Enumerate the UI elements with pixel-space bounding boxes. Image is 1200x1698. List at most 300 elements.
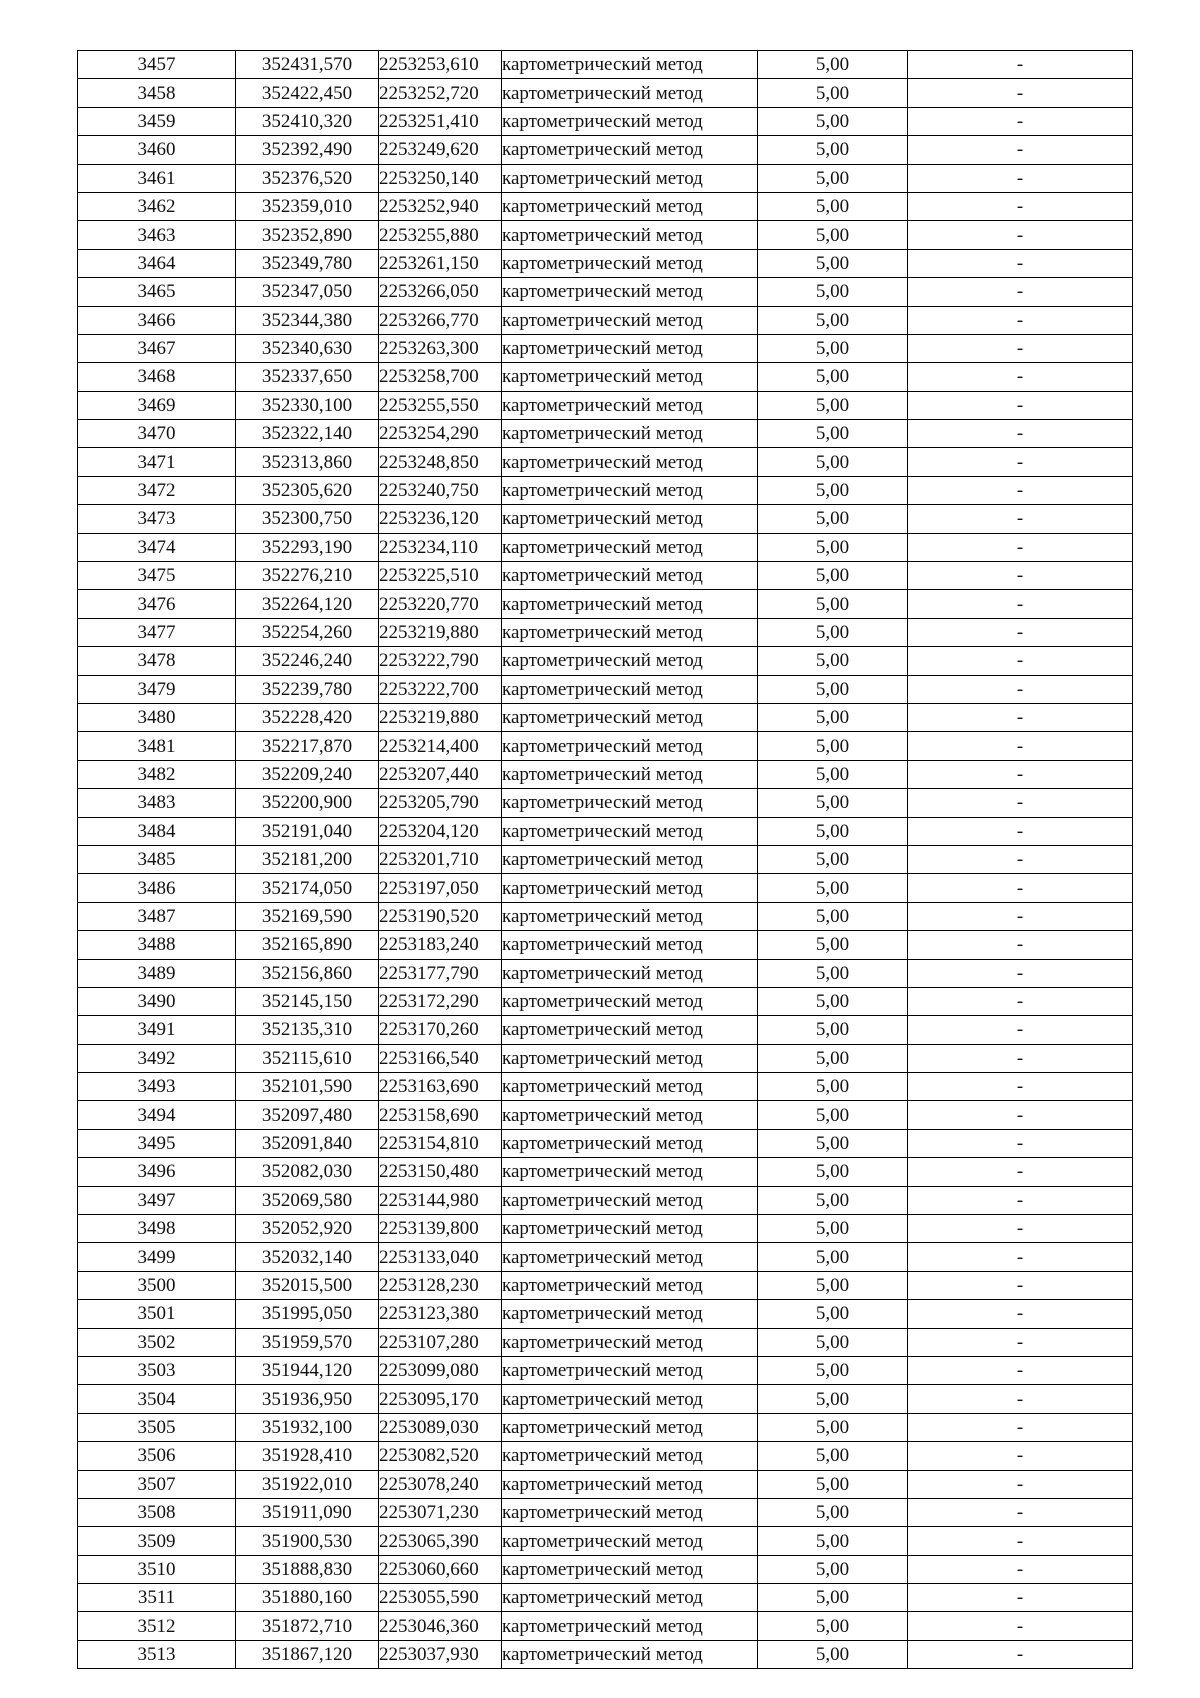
point-number-cell: 3483 <box>78 789 236 817</box>
y-coordinate-cell: 2253166,540 <box>379 1044 502 1072</box>
point-number-cell: 3508 <box>78 1498 236 1526</box>
description-cell: - <box>908 590 1133 618</box>
y-coordinate-cell: 2253150,480 <box>379 1158 502 1186</box>
description-cell: - <box>908 562 1133 590</box>
table-row <box>78 136 1133 164</box>
method-cell: картометрический метод <box>502 647 758 675</box>
table-row <box>78 249 1133 277</box>
precision-cell: 5,00 <box>758 192 908 220</box>
method-cell: картометрический метод <box>502 1243 758 1271</box>
point-number-cell: 3460 <box>78 136 236 164</box>
description-cell: - <box>908 789 1133 817</box>
y-coordinate-cell: 2253190,520 <box>379 902 502 930</box>
description-cell: - <box>908 703 1133 731</box>
precision-cell: 5,00 <box>758 1612 908 1640</box>
method-cell: картометрический метод <box>502 1328 758 1356</box>
y-coordinate-cell: 2253255,550 <box>379 391 502 419</box>
precision-cell: 5,00 <box>758 1442 908 1470</box>
y-coordinate-cell: 2253214,400 <box>379 732 502 760</box>
x-coordinate-cell: 352069,580 <box>236 1186 379 1214</box>
method-cell: картометрический метод <box>502 590 758 618</box>
x-coordinate-cell: 352239,780 <box>236 675 379 703</box>
precision-cell: 5,00 <box>758 732 908 760</box>
point-number-cell: 3471 <box>78 448 236 476</box>
x-coordinate-cell: 352052,920 <box>236 1215 379 1243</box>
table-row <box>78 1243 1133 1271</box>
table-row <box>78 221 1133 249</box>
point-number-cell: 3473 <box>78 505 236 533</box>
x-coordinate-cell: 352431,570 <box>236 51 379 79</box>
y-coordinate-cell: 2253225,510 <box>379 562 502 590</box>
table-row <box>78 732 1133 760</box>
description-cell: - <box>908 136 1133 164</box>
table-row <box>78 959 1133 987</box>
point-number-cell: 3487 <box>78 902 236 930</box>
method-cell: картометрический метод <box>502 817 758 845</box>
description-cell: - <box>908 1016 1133 1044</box>
x-coordinate-cell: 352347,050 <box>236 278 379 306</box>
method-cell: картометрический метод <box>502 1101 758 1129</box>
x-coordinate-cell: 352032,140 <box>236 1243 379 1271</box>
x-coordinate-cell: 352135,310 <box>236 1016 379 1044</box>
y-coordinate-cell: 2253144,980 <box>379 1186 502 1214</box>
method-cell: картометрический метод <box>502 278 758 306</box>
description-cell: - <box>908 476 1133 504</box>
y-coordinate-cell: 2253107,280 <box>379 1328 502 1356</box>
precision-cell: 5,00 <box>758 1044 908 1072</box>
description-cell: - <box>908 1328 1133 1356</box>
method-cell: картометрический метод <box>502 505 758 533</box>
precision-cell: 5,00 <box>758 1385 908 1413</box>
x-coordinate-cell: 351932,100 <box>236 1413 379 1441</box>
table-row <box>78 1328 1133 1356</box>
method-cell: картометрический метод <box>502 1300 758 1328</box>
table-row <box>78 1584 1133 1612</box>
table-row <box>78 1612 1133 1640</box>
y-coordinate-cell: 2253128,230 <box>379 1271 502 1299</box>
precision-cell: 5,00 <box>758 959 908 987</box>
point-number-cell: 3475 <box>78 562 236 590</box>
table-row <box>78 789 1133 817</box>
x-coordinate-cell: 352156,860 <box>236 959 379 987</box>
precision-cell: 5,00 <box>758 874 908 902</box>
x-coordinate-cell: 352191,040 <box>236 817 379 845</box>
point-number-cell: 3465 <box>78 278 236 306</box>
description-cell: - <box>908 874 1133 902</box>
point-number-cell: 3479 <box>78 675 236 703</box>
description-cell: - <box>908 618 1133 646</box>
y-coordinate-cell: 2253220,770 <box>379 590 502 618</box>
description-cell: - <box>908 278 1133 306</box>
description-cell: - <box>908 51 1133 79</box>
method-cell: картометрический метод <box>502 1584 758 1612</box>
precision-cell: 5,00 <box>758 1356 908 1384</box>
precision-cell: 5,00 <box>758 420 908 448</box>
table-row <box>78 874 1133 902</box>
table-row <box>78 1442 1133 1470</box>
x-coordinate-cell: 352246,240 <box>236 647 379 675</box>
point-number-cell: 3501 <box>78 1300 236 1328</box>
method-cell: картометрический метод <box>502 675 758 703</box>
point-number-cell: 3457 <box>78 51 236 79</box>
point-number-cell: 3466 <box>78 306 236 334</box>
x-coordinate-cell: 352376,520 <box>236 164 379 192</box>
y-coordinate-cell: 2253099,080 <box>379 1356 502 1384</box>
table-row <box>78 420 1133 448</box>
x-coordinate-cell: 352352,890 <box>236 221 379 249</box>
method-cell: картометрический метод <box>502 363 758 391</box>
y-coordinate-cell: 2253219,880 <box>379 703 502 731</box>
precision-cell: 5,00 <box>758 1640 908 1668</box>
precision-cell: 5,00 <box>758 1016 908 1044</box>
method-cell: картометрический метод <box>502 760 758 788</box>
method-cell: картометрический метод <box>502 306 758 334</box>
table-row <box>78 79 1133 107</box>
table-row <box>78 1129 1133 1157</box>
precision-cell: 5,00 <box>758 1101 908 1129</box>
y-coordinate-cell: 2253183,240 <box>379 931 502 959</box>
description-cell: - <box>908 505 1133 533</box>
y-coordinate-cell: 2253222,790 <box>379 647 502 675</box>
point-number-cell: 3477 <box>78 618 236 646</box>
point-number-cell: 3494 <box>78 1101 236 1129</box>
precision-cell: 5,00 <box>758 647 908 675</box>
precision-cell: 5,00 <box>758 79 908 107</box>
method-cell: картометрический метод <box>502 1016 758 1044</box>
x-coordinate-cell: 352422,450 <box>236 79 379 107</box>
x-coordinate-cell: 352344,380 <box>236 306 379 334</box>
description-cell: - <box>908 987 1133 1015</box>
description-cell: - <box>908 1527 1133 1555</box>
y-coordinate-cell: 2253172,290 <box>379 987 502 1015</box>
y-coordinate-cell: 2253204,120 <box>379 817 502 845</box>
point-number-cell: 3502 <box>78 1328 236 1356</box>
description-cell: - <box>908 1640 1133 1668</box>
description-cell: - <box>908 391 1133 419</box>
x-coordinate-cell: 352264,120 <box>236 590 379 618</box>
table-row <box>78 562 1133 590</box>
point-number-cell: 3488 <box>78 931 236 959</box>
method-cell: картометрический метод <box>502 987 758 1015</box>
point-number-cell: 3505 <box>78 1413 236 1441</box>
table-row <box>78 1413 1133 1441</box>
description-cell: - <box>908 1442 1133 1470</box>
y-coordinate-cell: 2253158,690 <box>379 1101 502 1129</box>
point-number-cell: 3470 <box>78 420 236 448</box>
y-coordinate-cell: 2253133,040 <box>379 1243 502 1271</box>
y-coordinate-cell: 2253240,750 <box>379 476 502 504</box>
point-number-cell: 3503 <box>78 1356 236 1384</box>
precision-cell: 5,00 <box>758 249 908 277</box>
x-coordinate-cell: 352359,010 <box>236 192 379 220</box>
precision-cell: 5,00 <box>758 533 908 561</box>
point-number-cell: 3500 <box>78 1271 236 1299</box>
x-coordinate-cell: 352305,620 <box>236 476 379 504</box>
x-coordinate-cell: 352082,030 <box>236 1158 379 1186</box>
point-number-cell: 3509 <box>78 1527 236 1555</box>
description-cell: - <box>908 1356 1133 1384</box>
description-cell: - <box>908 221 1133 249</box>
x-coordinate-cell: 352322,140 <box>236 420 379 448</box>
precision-cell: 5,00 <box>758 1129 908 1157</box>
table-row <box>78 1016 1133 1044</box>
table-row <box>78 618 1133 646</box>
precision-cell: 5,00 <box>758 1328 908 1356</box>
x-coordinate-cell: 351867,120 <box>236 1640 379 1668</box>
description-cell: - <box>908 306 1133 334</box>
table-row <box>78 1101 1133 1129</box>
point-number-cell: 3482 <box>78 760 236 788</box>
method-cell: картометрический метод <box>502 164 758 192</box>
method-cell: картометрический метод <box>502 221 758 249</box>
description-cell: - <box>908 420 1133 448</box>
y-coordinate-cell: 2253060,660 <box>379 1555 502 1583</box>
method-cell: картометрический метод <box>502 79 758 107</box>
point-number-cell: 3458 <box>78 79 236 107</box>
coordinates-table <box>77 50 1133 1669</box>
description-cell: - <box>908 533 1133 561</box>
table-row <box>78 675 1133 703</box>
precision-cell: 5,00 <box>758 164 908 192</box>
y-coordinate-cell: 2253055,590 <box>379 1584 502 1612</box>
x-coordinate-cell: 351922,010 <box>236 1470 379 1498</box>
table-row <box>78 1044 1133 1072</box>
table-row <box>78 902 1133 930</box>
precision-cell: 5,00 <box>758 1300 908 1328</box>
description-cell: - <box>908 363 1133 391</box>
x-coordinate-cell: 351928,410 <box>236 1442 379 1470</box>
point-number-cell: 3495 <box>78 1129 236 1157</box>
x-coordinate-cell: 352200,900 <box>236 789 379 817</box>
y-coordinate-cell: 2253065,390 <box>379 1527 502 1555</box>
table-row <box>78 1158 1133 1186</box>
method-cell: картометрический метод <box>502 732 758 760</box>
y-coordinate-cell: 2253266,050 <box>379 278 502 306</box>
point-number-cell: 3511 <box>78 1584 236 1612</box>
x-coordinate-cell: 352313,860 <box>236 448 379 476</box>
table-row <box>78 533 1133 561</box>
y-coordinate-cell: 2253234,110 <box>379 533 502 561</box>
precision-cell: 5,00 <box>758 51 908 79</box>
precision-cell: 5,00 <box>758 448 908 476</box>
table-row <box>78 51 1133 79</box>
table-row <box>78 505 1133 533</box>
y-coordinate-cell: 2253205,790 <box>379 789 502 817</box>
table-row <box>78 1186 1133 1214</box>
x-coordinate-cell: 352165,890 <box>236 931 379 959</box>
precision-cell: 5,00 <box>758 1555 908 1583</box>
description-cell: - <box>908 1385 1133 1413</box>
point-number-cell: 3462 <box>78 192 236 220</box>
precision-cell: 5,00 <box>758 1073 908 1101</box>
description-cell: - <box>908 1271 1133 1299</box>
description-cell: - <box>908 1612 1133 1640</box>
point-number-cell: 3478 <box>78 647 236 675</box>
y-coordinate-cell: 2253078,240 <box>379 1470 502 1498</box>
description-cell: - <box>908 448 1133 476</box>
coordinates-table-body <box>78 51 1133 1669</box>
y-coordinate-cell: 2253258,700 <box>379 363 502 391</box>
x-coordinate-cell: 351995,050 <box>236 1300 379 1328</box>
table-row <box>78 1527 1133 1555</box>
description-cell: - <box>908 1584 1133 1612</box>
table-row <box>78 760 1133 788</box>
x-coordinate-cell: 352015,500 <box>236 1271 379 1299</box>
x-coordinate-cell: 351911,090 <box>236 1498 379 1526</box>
description-cell: - <box>908 164 1133 192</box>
description-cell: - <box>908 732 1133 760</box>
y-coordinate-cell: 2253252,720 <box>379 79 502 107</box>
table-row <box>78 278 1133 306</box>
description-cell: - <box>908 1101 1133 1129</box>
precision-cell: 5,00 <box>758 1527 908 1555</box>
method-cell: картометрический метод <box>502 1555 758 1583</box>
precision-cell: 5,00 <box>758 1215 908 1243</box>
x-coordinate-cell: 352410,320 <box>236 107 379 135</box>
description-cell: - <box>908 1498 1133 1526</box>
x-coordinate-cell: 352115,610 <box>236 1044 379 1072</box>
point-number-cell: 3481 <box>78 732 236 760</box>
description-cell: - <box>908 902 1133 930</box>
point-number-cell: 3497 <box>78 1186 236 1214</box>
x-coordinate-cell: 352293,190 <box>236 533 379 561</box>
method-cell: картометрический метод <box>502 448 758 476</box>
point-number-cell: 3499 <box>78 1243 236 1271</box>
x-coordinate-cell: 351900,530 <box>236 1527 379 1555</box>
method-cell: картометрический метод <box>502 1612 758 1640</box>
precision-cell: 5,00 <box>758 1271 908 1299</box>
table-row <box>78 391 1133 419</box>
x-coordinate-cell: 351888,830 <box>236 1555 379 1583</box>
point-number-cell: 3489 <box>78 959 236 987</box>
precision-cell: 5,00 <box>758 789 908 817</box>
point-number-cell: 3484 <box>78 817 236 845</box>
point-number-cell: 3490 <box>78 987 236 1015</box>
precision-cell: 5,00 <box>758 1158 908 1186</box>
method-cell: картометрический метод <box>502 1186 758 1214</box>
y-coordinate-cell: 2253219,880 <box>379 618 502 646</box>
description-cell: - <box>908 817 1133 845</box>
x-coordinate-cell: 352181,200 <box>236 845 379 873</box>
x-coordinate-cell: 352217,870 <box>236 732 379 760</box>
precision-cell: 5,00 <box>758 1584 908 1612</box>
description-cell: - <box>908 647 1133 675</box>
method-cell: картометрический метод <box>502 1356 758 1384</box>
y-coordinate-cell: 2253089,030 <box>379 1413 502 1441</box>
method-cell: картометрический метод <box>502 618 758 646</box>
precision-cell: 5,00 <box>758 845 908 873</box>
description-cell: - <box>908 675 1133 703</box>
method-cell: картометрический метод <box>502 1158 758 1186</box>
method-cell: картометрический метод <box>502 902 758 930</box>
method-cell: картометрический метод <box>502 192 758 220</box>
description-cell: - <box>908 1413 1133 1441</box>
method-cell: картометрический метод <box>502 789 758 817</box>
point-number-cell: 3498 <box>78 1215 236 1243</box>
precision-cell: 5,00 <box>758 590 908 618</box>
precision-cell: 5,00 <box>758 476 908 504</box>
table-row <box>78 107 1133 135</box>
method-cell: картометрический метод <box>502 845 758 873</box>
method-cell: картометрический метод <box>502 1073 758 1101</box>
table-row <box>78 1385 1133 1413</box>
description-cell: - <box>908 107 1133 135</box>
point-number-cell: 3459 <box>78 107 236 135</box>
point-number-cell: 3492 <box>78 1044 236 1072</box>
description-cell: - <box>908 1158 1133 1186</box>
precision-cell: 5,00 <box>758 1470 908 1498</box>
x-coordinate-cell: 352330,100 <box>236 391 379 419</box>
point-number-cell: 3506 <box>78 1442 236 1470</box>
precision-cell: 5,00 <box>758 931 908 959</box>
method-cell: картометрический метод <box>502 136 758 164</box>
precision-cell: 5,00 <box>758 562 908 590</box>
description-cell: - <box>908 1129 1133 1157</box>
method-cell: картометрический метод <box>502 1470 758 1498</box>
table-row <box>78 448 1133 476</box>
method-cell: картометрический метод <box>502 931 758 959</box>
table-row <box>78 845 1133 873</box>
table-row <box>78 306 1133 334</box>
method-cell: картометрический метод <box>502 391 758 419</box>
method-cell: картометрический метод <box>502 334 758 362</box>
point-number-cell: 3472 <box>78 476 236 504</box>
y-coordinate-cell: 2253154,810 <box>379 1129 502 1157</box>
table-row <box>78 1271 1133 1299</box>
precision-cell: 5,00 <box>758 221 908 249</box>
table-row <box>78 1555 1133 1583</box>
point-number-cell: 3467 <box>78 334 236 362</box>
precision-cell: 5,00 <box>758 505 908 533</box>
point-number-cell: 3469 <box>78 391 236 419</box>
method-cell: картометрический метод <box>502 1385 758 1413</box>
precision-cell: 5,00 <box>758 987 908 1015</box>
description-cell: - <box>908 1470 1133 1498</box>
x-coordinate-cell: 352300,750 <box>236 505 379 533</box>
method-cell: картометрический метод <box>502 533 758 561</box>
description-cell: - <box>908 192 1133 220</box>
point-number-cell: 3491 <box>78 1016 236 1044</box>
description-cell: - <box>908 1243 1133 1271</box>
y-coordinate-cell: 2253095,170 <box>379 1385 502 1413</box>
point-number-cell: 3468 <box>78 363 236 391</box>
y-coordinate-cell: 2253037,930 <box>379 1640 502 1668</box>
point-number-cell: 3476 <box>78 590 236 618</box>
method-cell: картометрический метод <box>502 1129 758 1157</box>
method-cell: картометрический метод <box>502 51 758 79</box>
precision-cell: 5,00 <box>758 1413 908 1441</box>
point-number-cell: 3513 <box>78 1640 236 1668</box>
description-cell: - <box>908 1555 1133 1583</box>
table-row <box>78 931 1133 959</box>
y-coordinate-cell: 2253236,120 <box>379 505 502 533</box>
point-number-cell: 3464 <box>78 249 236 277</box>
method-cell: картометрический метод <box>502 562 758 590</box>
precision-cell: 5,00 <box>758 703 908 731</box>
description-cell: - <box>908 334 1133 362</box>
y-coordinate-cell: 2253197,050 <box>379 874 502 902</box>
y-coordinate-cell: 2253254,290 <box>379 420 502 448</box>
y-coordinate-cell: 2253248,850 <box>379 448 502 476</box>
precision-cell: 5,00 <box>758 136 908 164</box>
precision-cell: 5,00 <box>758 675 908 703</box>
table-row <box>78 1073 1133 1101</box>
x-coordinate-cell: 352097,480 <box>236 1101 379 1129</box>
point-number-cell: 3504 <box>78 1385 236 1413</box>
x-coordinate-cell: 352209,240 <box>236 760 379 788</box>
table-row <box>78 476 1133 504</box>
x-coordinate-cell: 352276,210 <box>236 562 379 590</box>
